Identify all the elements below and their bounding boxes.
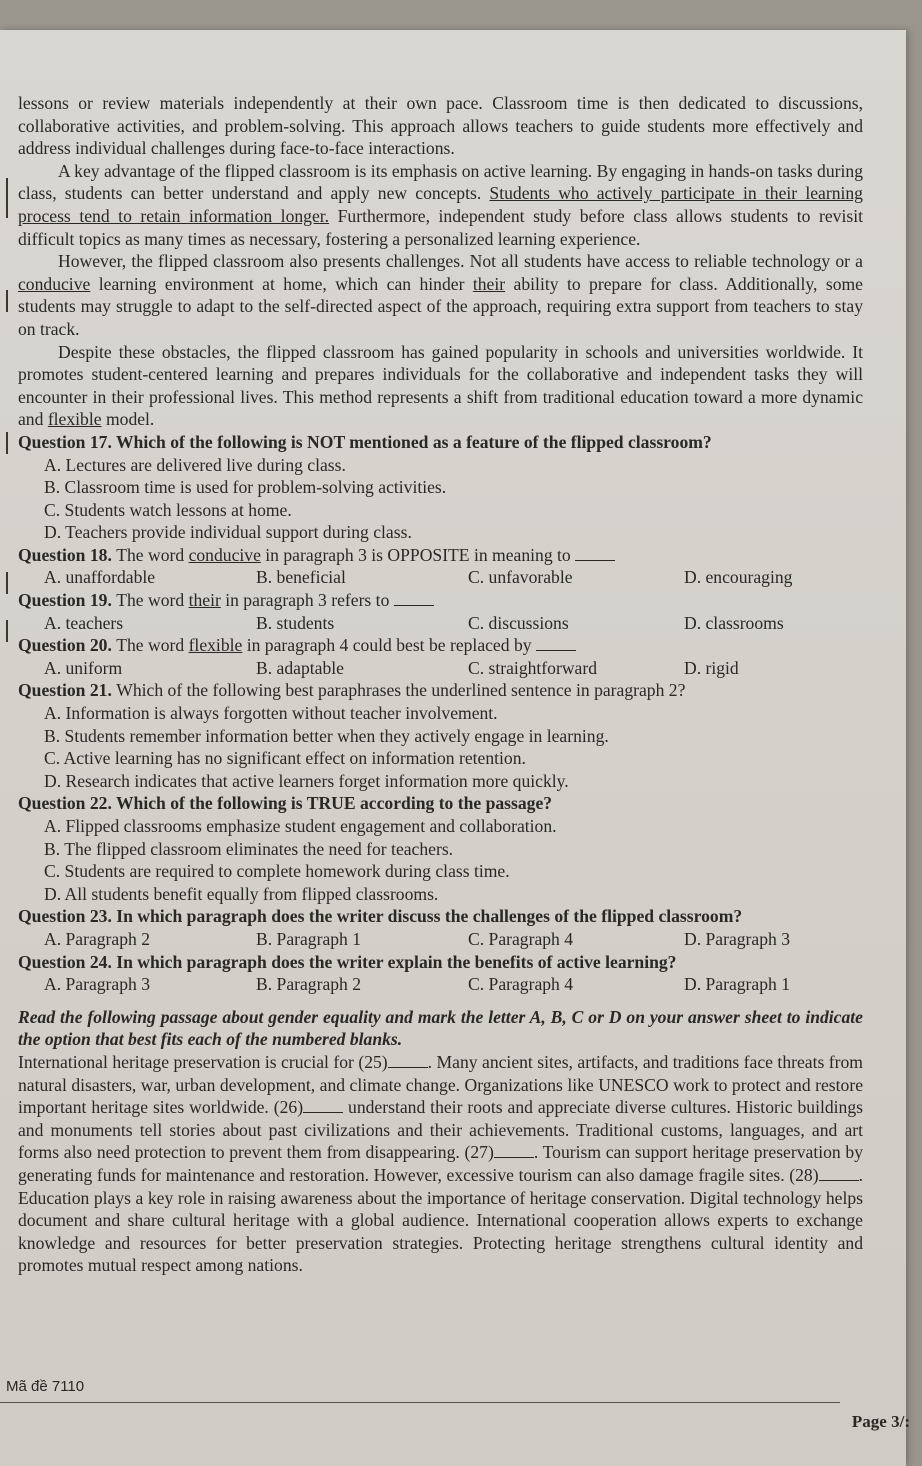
passage-paragraph-3: However, the flipped classroom also presents challenges. Not all students have access to reliable technology or a conducive learning environment at home, which can hinder their ability to prepare for class. Additionally, some students may struggle to adapt to the self-directed aspect of the approach, requiring extra support from teachers to stay on track. xyxy=(18,251,863,339)
option-a[interactable]: A. Paragraph 3 xyxy=(44,974,151,995)
answer-blank xyxy=(575,546,615,561)
option-d[interactable]: D. rigid xyxy=(684,657,739,678)
option-d[interactable]: D. Research indicates that active learners forget information more quickly. xyxy=(44,770,569,791)
margin-mark xyxy=(6,572,8,594)
blank-27 xyxy=(494,1143,534,1158)
blank-28 xyxy=(819,1166,859,1181)
passage-paragraph-2: A key advantage of the flipped classroom is its emphasis on active learning. By engaging in hands-on tasks during class, students can better understand and apply new concepts. Students who actively participate in their learning process tend to retain information longer. Furthermore, independent study before class allows students to revisit difficult topics as many times as necessary, fostering a personalized learning experience. xyxy=(18,160,863,249)
highlighted-word-conducive: conducive xyxy=(18,273,91,294)
option-a[interactable]: A. uniform xyxy=(44,657,123,678)
option-b[interactable]: B. adaptable xyxy=(256,657,344,678)
question-20: Question 20. The word flexible in paragraph 4 could best be replaced by A. uniform B. adaptable C. straightforward D. rigid xyxy=(18,635,739,678)
question-24: Question 24. In which paragraph does the writer explain the benefits of active learning? A. Paragraph 3 B. Paragraph 2 C. Paragraph 4 D. Paragraph 1 xyxy=(18,951,791,995)
option-c[interactable]: C. unfavorable xyxy=(468,567,573,588)
option-b[interactable]: B. students xyxy=(256,612,335,633)
option-b[interactable]: B. Students remember information better when they actively engage in learning. xyxy=(44,725,609,746)
option-a[interactable]: A. Paragraph 2 xyxy=(44,928,151,949)
margin-mark xyxy=(6,178,8,218)
option-a[interactable]: A. Information is always forgotten without teacher involvement. xyxy=(44,703,498,724)
option-a[interactable]: A. Flipped classrooms emphasize student engagement and collaboration. xyxy=(44,816,557,836)
option-b[interactable]: B. Classroom time is used for problem-solving activities. xyxy=(44,477,447,498)
option-b[interactable]: B. Paragraph 1 xyxy=(256,928,362,949)
blank-26 xyxy=(303,1098,343,1113)
option-a[interactable]: A. teachers xyxy=(44,612,124,633)
section-instruction: Read the following passage about gender equality and mark the letter A, B, C or D on your answer sheet to indicate the option that best fits each of the numbered blanks. xyxy=(18,1006,863,1050)
passage-2: International heritage preservation is crucial for (25) . Many ancient sites, artifacts, and traditions face threats from natural disasters, war, urban development, and climate change. Organizations like UNESCO work to protect and restore important heritage sites worldwide. (26) understand their roots and appreciate diverse cultures. Historic buildings and monuments tell stories about past civilizations and their achievements. Traditional customs, languages, and art forms also need protection to prevent them from disappearing. (27) . Tourism can support heritage preservation by generating funds for maintenance and restoration. However, excessive tourism can also damage fragile sites. (28) . Education plays a key role in raising awareness about the importance of heritage conservation. Digital technology helps document and share cultural heritage with a global audience. International cooperation allows experts to exchange knowledge and resources for better preservation strategies. Protecting heritage strengthens cultural identity and promotes mutual respect among nations. xyxy=(18,1051,864,1276)
passage-paragraph-4: Despite these obstacles, the flipped classroom has gained popularity in schools and universities worldwide. It promotes student-centered learning and prepares individuals for the collaborative and independent tasks they will encounter in their professional lives. This method represents a shift from traditional education toward a more dynamic and flexible model. xyxy=(18,341,863,430)
question-17: Question 17. Which of the following is NOT mentioned as a feature of the flipped classroom? A. Lectures are delivered live during class. B. Classroom time is used for problem-solving activities. C. Students watch lessons at home. D. Teachers provide individual support during class. xyxy=(18,431,863,544)
option-d[interactable]: D. encouraging xyxy=(684,567,793,588)
question-22: Question 22. Which of the following is TRUE according to the passage? A. Flipped classrooms emphasize student engagement and collaboration. B. The flipped classroom eliminates the need for teachers. C. Students are required to complete homework during class time. D. All students benefit equally from flipped classrooms. xyxy=(18,792,863,905)
option-c[interactable]: C. Active learning has no significant effect on information retention. xyxy=(44,748,526,769)
question-23: Question 23. In which paragraph does the writer discuss the challenges of the flipped classroom? A. Paragraph 2 B. Paragraph 1 C. Paragraph 4 D. Paragraph 3 xyxy=(18,906,791,949)
question-19: Question 19. The word their in paragraph 3 refers to A. teachers B. students C. discussions D. classrooms xyxy=(18,590,784,633)
question-18: Question 18. The word conducive in paragraph 3 is OPPOSITE in meaning to A. unaffordable B. beneficial C. unfavorable D. encouraging xyxy=(18,544,793,588)
highlighted-word-their: their xyxy=(472,273,506,294)
margin-mark xyxy=(6,290,8,312)
option-d[interactable]: D. classrooms xyxy=(684,612,784,633)
option-d[interactable]: D. Paragraph 3 xyxy=(684,928,791,949)
answer-blank xyxy=(536,636,576,651)
option-a[interactable]: A. Lectures are delivered live during class. xyxy=(44,454,346,475)
option-a[interactable]: A. unaffordable xyxy=(44,567,156,588)
option-c[interactable]: C. discussions xyxy=(468,612,569,633)
margin-mark xyxy=(6,432,8,454)
option-c[interactable]: C. Paragraph 4 xyxy=(468,974,574,995)
option-c[interactable]: C. Paragraph 4 xyxy=(468,928,574,949)
option-d[interactable]: D. Teachers provide individual support during class. xyxy=(44,522,412,543)
answer-blank xyxy=(394,591,434,606)
margin-mark xyxy=(6,620,8,642)
page-content xyxy=(18,92,863,1277)
highlighted-word-flexible: flexible xyxy=(47,409,102,430)
passage-paragraph-1: lessons or review materials independently at their own pace. Classroom time is then dedicated to discussions, collaborative activities, and problem-solving. This approach allows teachers to guide students more effectively and address individual challenges during face-to-face interactions. xyxy=(18,93,863,159)
option-d[interactable]: D. Paragraph 1 xyxy=(684,974,791,995)
option-c[interactable]: C. Students are required to complete homework during class time. xyxy=(44,861,510,882)
page-number: Page 3/: xyxy=(851,1412,910,1431)
option-d[interactable]: D. All students benefit equally from flipped classrooms. xyxy=(44,883,439,904)
question-21: Question 21. Which of the following best paraphrases the underlined sentence in paragraph 2? A. Information is always forgotten without teacher involvement. B. Students remember information better when they actively engage in learning. C. Active learning has no significant effect on information retention. D. Research indicates that active learners forget information more quickly. xyxy=(18,679,863,792)
underlined-sentence: Students who actively participate in their learning process tend to retain information longer. xyxy=(18,183,863,226)
option-b[interactable]: B. The flipped classroom eliminates the need for teachers. xyxy=(44,838,454,859)
option-c[interactable]: C. Students watch lessons at home. xyxy=(44,499,292,520)
blank-25 xyxy=(388,1053,428,1068)
exam-code: Mã đề 7110 xyxy=(6,1378,85,1395)
option-c[interactable]: C. straightforward xyxy=(468,657,597,678)
option-b[interactable]: B. beneficial xyxy=(256,567,346,588)
option-b[interactable]: B. Paragraph 2 xyxy=(256,974,362,995)
